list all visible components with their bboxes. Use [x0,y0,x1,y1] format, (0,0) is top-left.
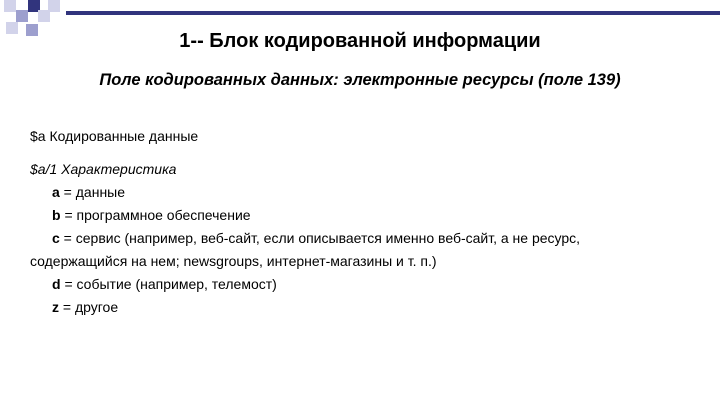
code-letter: d [52,276,61,292]
code-item-z [30,296,700,319]
code-description: = сервис (например, веб-сайт, если описывается именно веб-сайт, а не ресурс, [59,230,581,246]
slide-title: 1-- Блок кодированной информации [179,30,541,52]
code-item-c-continuation: содержащийся на нем; newsgroups, интернет-магазины и т. п.) [30,253,437,269]
code-item-a [30,181,700,204]
code-description: = событие (например, телемост) [60,276,277,292]
code-item-c [30,227,700,250]
code-description: = данные [59,184,126,200]
field-line: $a Кодированные данные [30,128,199,144]
code-letter: a [52,184,60,200]
code-description: = другое [59,299,119,315]
code-item-d [30,273,700,296]
code-letter: z [52,299,59,315]
subfield-heading: $a/1 Характеристика [30,161,177,177]
slide-body [30,125,700,319]
slide-subtitle: Поле кодированных данных: электронные ресурсы (поле 139) [99,71,621,89]
code-item-b [30,204,700,227]
code-letter: c [52,230,60,246]
header-rule [66,11,720,15]
code-description: = программное обеспечение [60,207,251,223]
code-letter: b [52,207,61,223]
